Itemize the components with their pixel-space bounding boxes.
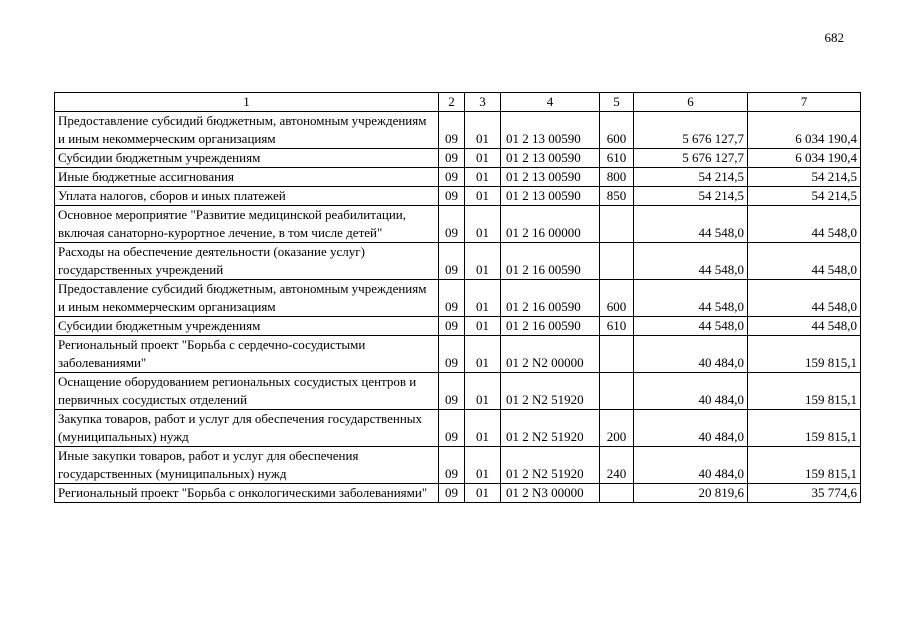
amount-col7: 44 548,0 (748, 243, 861, 280)
table-row (55, 410, 861, 447)
subsection-code: 01 (465, 336, 501, 373)
amount-col6: 44 548,0 (634, 206, 748, 243)
section-code: 09 (439, 447, 465, 484)
target-article-code: 01 2 16 00000 (501, 206, 600, 243)
column-header: 6 (634, 93, 748, 112)
target-article-code: 01 2 16 00590 (501, 280, 600, 317)
table-row (55, 317, 861, 336)
amount-col6: 44 548,0 (634, 280, 748, 317)
item-name: Региональный проект "Борьба с сердечно-сосудистыми заболеваниями" (55, 336, 439, 373)
section-code: 09 (439, 317, 465, 336)
amount-col7: 35 774,6 (748, 484, 861, 503)
amount-col6: 5 676 127,7 (634, 112, 748, 149)
table-row (55, 206, 861, 243)
subsection-code: 01 (465, 373, 501, 410)
expense-type-code: 600 (600, 280, 634, 317)
item-name: Предоставление субсидий бюджетным, автономным учреждениям и иным некоммерческим организациям (55, 280, 439, 317)
amount-col6: 40 484,0 (634, 410, 748, 447)
expense-type-code: 850 (600, 187, 634, 206)
section-code: 09 (439, 206, 465, 243)
item-name: Основное мероприятие "Развитие медицинской реабилитации, включая санаторно-курортное лечение, в том числе детей" (55, 206, 439, 243)
table-row (55, 112, 861, 149)
expense-type-code: 610 (600, 149, 634, 168)
item-name: Субсидии бюджетным учреждениям (55, 317, 439, 336)
amount-col6: 40 484,0 (634, 373, 748, 410)
section-code: 09 (439, 336, 465, 373)
column-header: 7 (748, 93, 861, 112)
column-header: 1 (55, 93, 439, 112)
item-name: Иные бюджетные ассигнования (55, 168, 439, 187)
item-name: Закупка товаров, работ и услуг для обеспечения государственных (муниципальных) нужд (55, 410, 439, 447)
table-row (55, 336, 861, 373)
item-name: Региональный проект "Борьба с онкологическими заболеваниями" (55, 484, 439, 503)
section-code: 09 (439, 187, 465, 206)
expense-type-code (600, 243, 634, 280)
subsection-code: 01 (465, 280, 501, 317)
amount-col6: 44 548,0 (634, 317, 748, 336)
amount-col7: 44 548,0 (748, 317, 861, 336)
subsection-code: 01 (465, 168, 501, 187)
expense-type-code (600, 373, 634, 410)
column-header: 2 (439, 93, 465, 112)
amount-col6: 54 214,5 (634, 168, 748, 187)
target-article-code: 01 2 N3 00000 (501, 484, 600, 503)
target-article-code: 01 2 13 00590 (501, 168, 600, 187)
target-article-code: 01 2 13 00590 (501, 149, 600, 168)
section-code: 09 (439, 168, 465, 187)
section-code: 09 (439, 280, 465, 317)
item-name: Расходы на обеспечение деятельности (оказание услуг) государственных учреждений (55, 243, 439, 280)
subsection-code: 01 (465, 149, 501, 168)
amount-col6: 44 548,0 (634, 243, 748, 280)
column-header: 3 (465, 93, 501, 112)
target-article-code: 01 2 16 00590 (501, 243, 600, 280)
section-code: 09 (439, 373, 465, 410)
amount-col7: 54 214,5 (748, 168, 861, 187)
column-header: 4 (501, 93, 600, 112)
amount-col7: 6 034 190,4 (748, 112, 861, 149)
target-article-code: 01 2 13 00590 (501, 187, 600, 206)
expense-type-code: 610 (600, 317, 634, 336)
amount-col7: 44 548,0 (748, 280, 861, 317)
item-name: Оснащение оборудованием региональных сосудистых центров и первичных сосудистых отделений (55, 373, 439, 410)
subsection-code: 01 (465, 206, 501, 243)
amount-col6: 40 484,0 (634, 336, 748, 373)
section-code: 09 (439, 149, 465, 168)
column-header: 5 (600, 93, 634, 112)
subsection-code: 01 (465, 317, 501, 336)
item-name: Уплата налогов, сборов и иных платежей (55, 187, 439, 206)
subsection-code: 01 (465, 484, 501, 503)
target-article-code: 01 2 N2 00000 (501, 336, 600, 373)
amount-col7: 159 815,1 (748, 410, 861, 447)
section-code: 09 (439, 484, 465, 503)
item-name: Субсидии бюджетным учреждениям (55, 149, 439, 168)
budget-table (54, 92, 861, 503)
amount-col6: 40 484,0 (634, 447, 748, 484)
expense-type-code: 240 (600, 447, 634, 484)
amount-col7: 6 034 190,4 (748, 149, 861, 168)
section-code: 09 (439, 112, 465, 149)
table-row (55, 373, 861, 410)
expense-type-code: 200 (600, 410, 634, 447)
amount-col6: 20 819,6 (634, 484, 748, 503)
target-article-code: 01 2 13 00590 (501, 112, 600, 149)
expense-type-code (600, 336, 634, 373)
item-name: Иные закупки товаров, работ и услуг для обеспечения государственных (муниципальных) нужд (55, 447, 439, 484)
subsection-code: 01 (465, 187, 501, 206)
table-row (55, 447, 861, 484)
expense-type-code: 800 (600, 168, 634, 187)
target-article-code: 01 2 N2 51920 (501, 410, 600, 447)
subsection-code: 01 (465, 243, 501, 280)
amount-col6: 5 676 127,7 (634, 149, 748, 168)
subsection-code: 01 (465, 410, 501, 447)
subsection-code: 01 (465, 112, 501, 149)
amount-col7: 159 815,1 (748, 336, 861, 373)
section-code: 09 (439, 243, 465, 280)
amount-col7: 54 214,5 (748, 187, 861, 206)
table-row (55, 243, 861, 280)
header-row (55, 93, 861, 112)
table-row (55, 187, 861, 206)
amount-col6: 54 214,5 (634, 187, 748, 206)
section-code: 09 (439, 410, 465, 447)
item-name: Предоставление субсидий бюджетным, автономным учреждениям и иным некоммерческим организациям (55, 112, 439, 149)
page-number: 682 (824, 30, 844, 45)
expense-type-code: 600 (600, 112, 634, 149)
expense-type-code (600, 484, 634, 503)
subsection-code: 01 (465, 447, 501, 484)
table-row (55, 484, 861, 503)
table-row (55, 149, 861, 168)
amount-col7: 159 815,1 (748, 373, 861, 410)
table-row (55, 168, 861, 187)
amount-col7: 44 548,0 (748, 206, 861, 243)
target-article-code: 01 2 N2 51920 (501, 373, 600, 410)
target-article-code: 01 2 N2 51920 (501, 447, 600, 484)
amount-col7: 159 815,1 (748, 447, 861, 484)
table-row (55, 280, 861, 317)
target-article-code: 01 2 16 00590 (501, 317, 600, 336)
expense-type-code (600, 206, 634, 243)
